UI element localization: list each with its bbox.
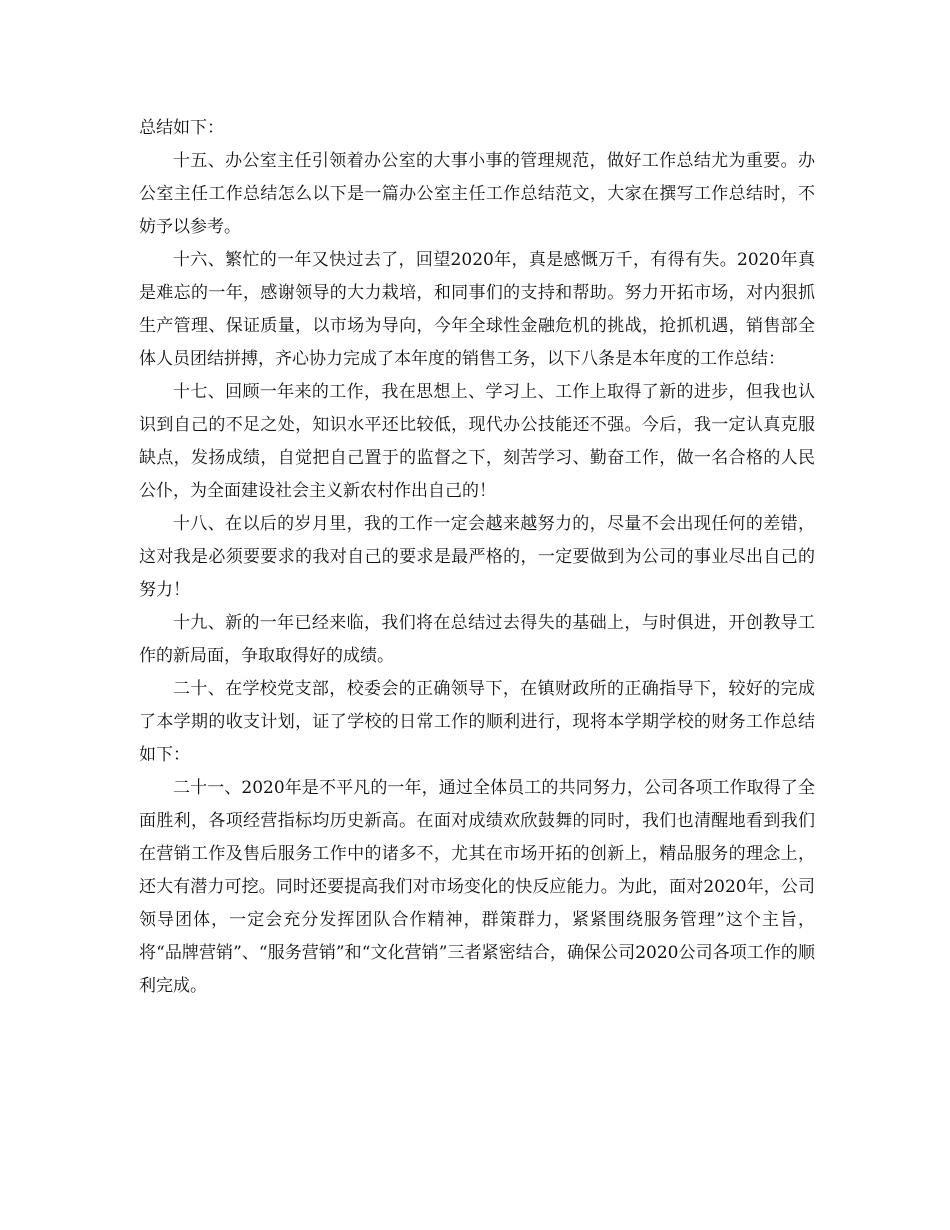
paragraph-intro-tail: 总结如下：: [139, 118, 224, 138]
paragraph-17: 十七、回顾一年来的工作，我在思想上、学习上、工作上取得了新的进步，但我也认识到自己的不足之处，知识水平还比较低，现代办公技能还不强。今后，我一定认真克服缺点，发扬成绩，自觉把自己置于的监督之下，刻苦学习、勤奋工作，做一名合格的人民公仆，为全面建设社会主义新农村作出自己的！: [139, 382, 815, 501]
document-page: [139, 112, 815, 1003]
paragraph-21: 二十一、2020年是不平凡的一年，通过全体员工的共同努力，公司各项工作取得了全面胜利，各项经营指标均历史新高。在面对成绩欢欣鼓舞的同时，我们也清醒地看到我们在营销工作及售后服务工作中的诸多不，尤其在市场开拓的创新上，精品服务的理念上，还大有潜力可挖。同时还要提高我们对市场变化的快反应能力。为此，面对2020年，公司领导团体，一定会充分发挥团队合作精神，群策群力，紧紧围绕服务管理”这个主旨，将“品牌营销”、“服务营销”和“文化营销”三者紧密结合，确保公司2020公司各项工作的顺利完成。: [139, 778, 815, 996]
paragraph-19: 十九、新的一年已经来临，我们将在总结过去得失的基础上，与时俱进，开创教导工作的新局面，争取取得好的成绩。: [139, 613, 815, 666]
paragraph-18: 十八、在以后的岁月里，我的工作一定会越来越努力的，尽量不会出现任何的差错，这对我是必须要要求的我对自己的要求是最严格的，一定要做到为公司的事业尽出自己的努力！: [139, 514, 815, 600]
paragraph-20: 二十、在学校党支部，校委会的正确领导下，在镇财政所的正确指导下，较好的完成了本学期的收支计划，证了学校的日常工作的顺利进行，现将本学期学校的财务工作总结如下：: [139, 679, 815, 765]
paragraph-16: 十六、繁忙的一年又快过去了，回望2020年，真是感慨万千，有得有失。2020年真是难忘的一年，感谢领导的大力栽培，和同事们的支持和帮助。努力开拓市场，对内狠抓生产管理、保证质量，以市场为导向，今年全球性金融危机的挑战，抢抓机遇，销售部全体人员团结拼搏，齐心协力完成了本年度的销售工务，以下八条是本年度的工作总结：: [139, 250, 815, 369]
paragraph-15: 十五、办公室主任引领着办公室的大事小事的管理规范，做好工作总结尤为重要。办公室主任工作总结怎么以下是一篇办公室主任工作总结范文，大家在撰写工作总结时，不妨予以参考。: [139, 151, 815, 237]
